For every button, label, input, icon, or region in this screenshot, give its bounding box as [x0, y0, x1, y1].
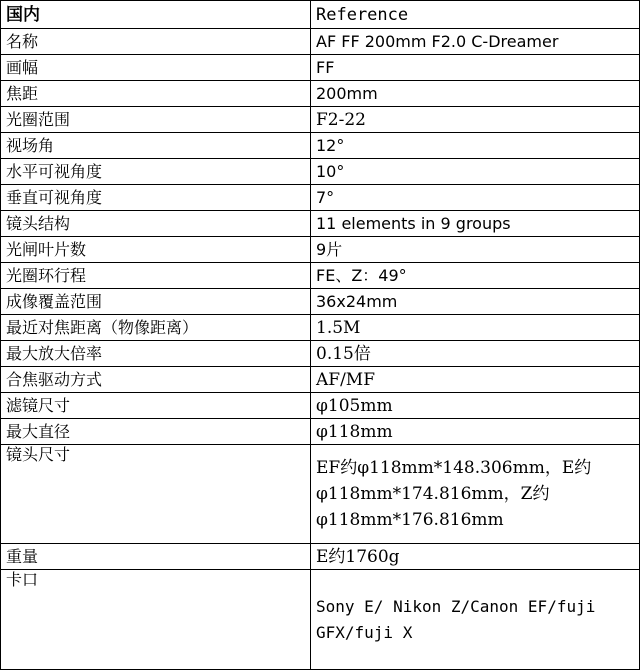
- row-value: AF/MF: [311, 367, 640, 393]
- table-row: [1, 133, 640, 159]
- row-key: 最大放大倍率: [1, 341, 311, 367]
- row-key: 滤镜尺寸: [1, 393, 311, 419]
- row-key: 镜头尺寸: [1, 445, 311, 544]
- table-row: [1, 419, 640, 445]
- row-value: AF FF 200mm F2.0 C-Dreamer: [311, 29, 640, 55]
- row-value: 0.15倍: [311, 341, 640, 367]
- row-key: 名称: [1, 29, 311, 55]
- row-value: FE、Z：49°: [311, 263, 640, 289]
- row-key: 镜头结构: [1, 211, 311, 237]
- row-key: 重量: [1, 544, 311, 570]
- table-row: [1, 159, 640, 185]
- table-row: [1, 341, 640, 367]
- table-row: [1, 29, 640, 55]
- row-value: E约1760g: [311, 544, 640, 570]
- row-value: F2-22: [311, 107, 640, 133]
- row-key: 最大直径: [1, 419, 311, 445]
- row-value: FF: [311, 55, 640, 81]
- row-key: 光圈范围: [1, 107, 311, 133]
- row-value: φ118mm: [311, 419, 640, 445]
- row-key: 焦距: [1, 81, 311, 107]
- row-value: 9片: [311, 237, 640, 263]
- table-row: [1, 211, 640, 237]
- row-key: 垂直可视角度: [1, 185, 311, 211]
- table-row: [1, 81, 640, 107]
- table-row: [1, 570, 640, 670]
- row-key: 合焦驱动方式: [1, 367, 311, 393]
- row-key: 光闸叶片数: [1, 237, 311, 263]
- row-key: 水平可视角度: [1, 159, 311, 185]
- table-row: [1, 544, 640, 570]
- table-row: [1, 315, 640, 341]
- row-value: EF约φ118mm*148.306mm，E约φ118mm*174.816mm，Z约φ118mm*176.816mm: [311, 445, 640, 544]
- row-value: Sony E/ Nikon Z/Canon EF/fuji GFX/fuji X: [311, 570, 640, 670]
- table-row: [1, 237, 640, 263]
- table-row: [1, 445, 640, 544]
- table-row: [1, 185, 640, 211]
- row-key: 成像覆盖范围: [1, 289, 311, 315]
- row-value: 36x24mm: [311, 289, 640, 315]
- row-value: φ105mm: [311, 393, 640, 419]
- row-key: 画幅: [1, 55, 311, 81]
- row-key: 卡口: [1, 570, 311, 670]
- table-row: [1, 289, 640, 315]
- table-row: [1, 393, 640, 419]
- row-value: 12°: [311, 133, 640, 159]
- table-row: [1, 367, 640, 393]
- row-value: 7°: [311, 185, 640, 211]
- row-value: 1.5M: [311, 315, 640, 341]
- header-col-reference: Reference: [311, 1, 640, 29]
- row-key: 视场角: [1, 133, 311, 159]
- row-key: 光圈环行程: [1, 263, 311, 289]
- row-value: 200mm: [311, 81, 640, 107]
- header-col-domestic: 国内: [1, 1, 311, 29]
- table-row: [1, 107, 640, 133]
- table-header-row: [1, 1, 640, 29]
- table-row: [1, 263, 640, 289]
- table-row: [1, 55, 640, 81]
- row-key: 最近对焦距离（物像距离）: [1, 315, 311, 341]
- row-value: 10°: [311, 159, 640, 185]
- row-value: 11 elements in 9 groups: [311, 211, 640, 237]
